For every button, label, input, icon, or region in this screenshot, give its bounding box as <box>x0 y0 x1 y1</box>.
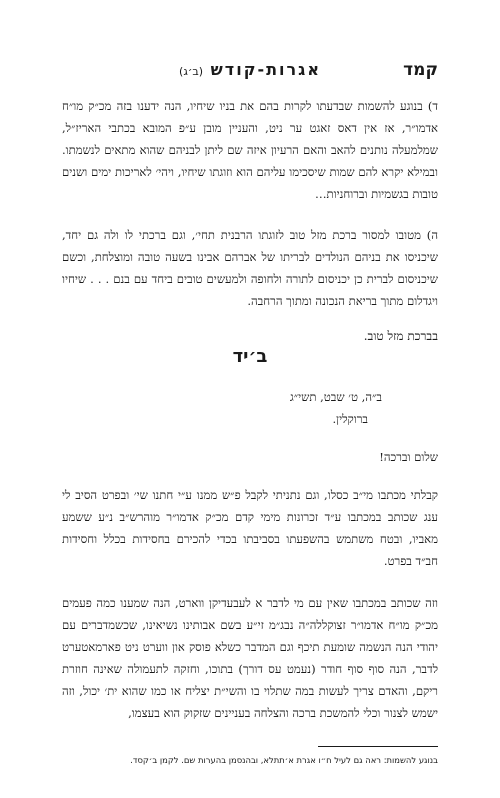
closing-blessing: בברכת מזל טוב. <box>363 329 438 343</box>
volume-label: (ב׳ג) <box>179 65 204 78</box>
letter-number: ב׳יד <box>232 346 268 367</box>
paragraph-h: ה) מטובו למסור ברכת מזל טוב לזוגתו הרבנית תחי׳, וגם ברכתי לו ולה גם יחד, שיכניסו את בניהם הנולדים לבריתו של אברהם אבינו בשעה טובה ומוצלחת, וכשם שיכניסום לברית כן יכניסום לתורה ולחופה ולמעשים טובים ביחד עם בנם . . . שיחיו ויגדלום מתוך בריאת הנכונה ומתוך הרחבה. <box>62 228 438 308</box>
letter-greeting: שלום וברכה! <box>379 450 438 464</box>
letter-paragraph-2: וזה שכותב במכתבו שאין עם מי לדבר א לעבעדיקן ווארט, הנה שמענו כמה פעמים מכ״ק מו״ח אדמו״ר זצוקללה״ה נבג״מ זי״ע בשם אבותינו נשיאינו, שכשמדברים עם יהודי הנה הנשמה שומעת תיכף וגם המדבר כשלא פוסק און ווערט ניט פארמאטערט לדבר, הנה סוף סוף חודר (נעמט עס דורך) בתוכו, וחזקה לתעמולה שאינה חוזרת ריקם, והאדם צריך לעשות במה שתלוי בו והשי״ת יצליח או כמו שהוא ית׳ יכול, וזה ישמש לצנור וכלי להמשכת ברכה והצלחה בעניינים שזקוק הוא בעצמו, <box>62 596 438 720</box>
book-title-text: אגרות-קודש <box>210 60 321 79</box>
paragraph-d: ד) בנוגע להשמות שבדעתו לקרות בהם את בניו שיחיו, הנה ידענו בזה מכ״ק מו״ח אדמו״ר, אז אין דאס זאגט ער ניט, והעניין מובן ע״פ המובא בכתבי האריז״ל, שמלמעלה נותנים להאב והאם הרעיון איזה שם ליתן לבניהם שהוא מתאים לנשמתו. ובמילא יקרא להם שמות שיסכימו עליהם הוא וזוגתו שיחיו, ויהי׳ לאריכות ימים ושנים טובות בגשמיות וברוחניות… <box>62 99 438 201</box>
footnote-rule <box>318 746 438 747</box>
letter-date: ב״ה, ט׳ שבט, תשי״ג <box>289 390 382 404</box>
letter-place: ברוקלין. <box>332 412 368 426</box>
page-number: קמד <box>403 60 438 80</box>
letter-paragraph-1: קבלתי מכתבו מי״ב כסלו, וגם נתניתי לקבל פ״ש ממנו ע״י חתנו שי׳ ובפרט הסיב לי ענג שכותב במכתבו ע״ד זכרונות מימי קדם מכ״ק אדמו״ר מוהרש״ב נ״ע ששמע מאביו, ובטח משתמש בהשפעתו בסביבתו בכדי להכירם בחסידות בכלל וחסידות חב״ד בפרט. <box>62 488 438 568</box>
book-title <box>62 60 438 79</box>
running-header <box>62 60 438 86</box>
footnote: בנוגע להשמות: ראה גם לעיל ח״ו אגרת א׳תתלא, ובהנסמן בהערות שם. לקמן ב׳קסד. <box>130 755 438 765</box>
